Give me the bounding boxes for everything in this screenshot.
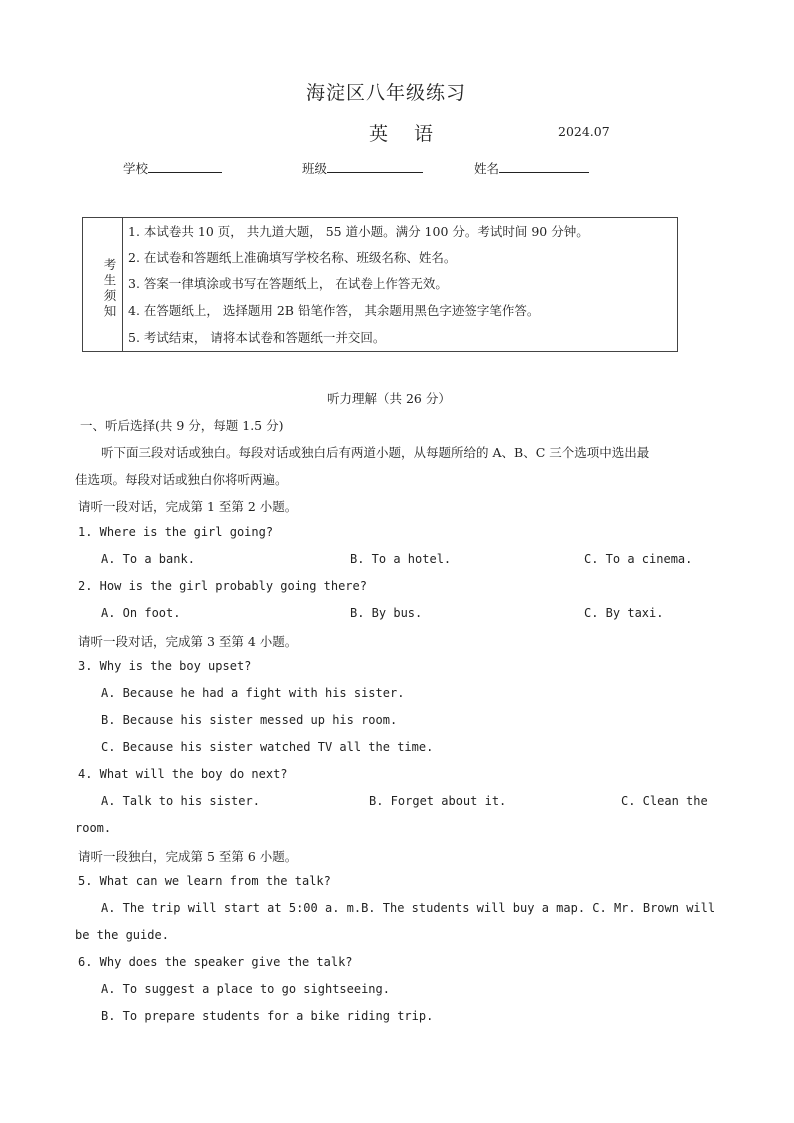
notice-item: 1. 本试卷共 10 页， 共九道大题， 55 道小题。满分 100 分。考试时间 90 分钟。 — [128, 224, 589, 239]
question-stem: 5. What can we learn from the talk? — [78, 874, 331, 888]
part-title: 一、听后选择(共 9 分，每题 1.5 分) — [80, 418, 284, 433]
option-a: A. On foot. — [101, 606, 181, 620]
class-label: 班级 — [302, 161, 328, 176]
name-field — [474, 158, 589, 177]
school-label: 学校 — [123, 161, 149, 176]
page-title: 海淀区八年级练习 — [306, 82, 467, 104]
question-stem: 2. How is the girl probably going there? — [78, 579, 367, 593]
notice-item: 4. 在答题纸上， 选择题用 2B 铅笔作答， 其余题用黑色字迹签字笔作答。 — [128, 303, 540, 318]
notice-item: 3. 答案一律填涂或书写在答题纸上， 在试卷上作答无效。 — [128, 276, 448, 291]
question-stem: 3. Why is the boy upset? — [78, 659, 252, 673]
option-b: B. By bus. — [350, 606, 423, 620]
monologue-intro: 请听一段独白，完成第 5 至第 6 小题。 — [78, 849, 298, 864]
option-c-continued: room. — [75, 821, 112, 835]
option-a: A. To a bank. — [101, 552, 195, 566]
instructions-line: 佳选项。每段对话或独白你将听两遍。 — [75, 472, 288, 487]
dialogue-intro: 请听一段对话，完成第 1 至第 2 小题。 — [78, 499, 298, 514]
notice-label: 考生须知 — [102, 258, 117, 320]
question-stem: 1. Where is the girl going? — [78, 525, 274, 539]
option-c: C. To a cinema. — [584, 552, 693, 566]
question-stem: 4. What will the boy do next? — [78, 767, 288, 781]
section-title: 听力理解（共 26 分） — [327, 391, 451, 406]
notice-box — [82, 217, 678, 352]
notice-item: 5. 考试结束， 请将本试卷和答题纸一并交回。 — [128, 330, 386, 345]
class-blank — [327, 158, 423, 173]
option-b: B. To prepare students for a bike riding trip. — [101, 1009, 434, 1023]
option-b: B. Because his sister messed up his room. — [101, 713, 398, 727]
option-c: C. Because his sister watched TV all the time. — [101, 740, 434, 754]
exam-date: 2024.07 — [558, 124, 610, 139]
dialogue-intro: 请听一段对话，完成第 3 至第 4 小题。 — [78, 634, 298, 649]
notice-item: 2. 在试卷和答题纸上准确填写学校名称、班级名称、姓名。 — [128, 250, 457, 265]
option-c: C. Clean the — [621, 794, 708, 808]
option-a: A. Because he had a fight with his sister. — [101, 686, 405, 700]
options-line-continued: be the guide. — [75, 928, 169, 942]
name-label: 姓名 — [474, 161, 500, 176]
class-field — [302, 158, 423, 177]
option-a: A. Talk to his sister. — [101, 794, 260, 808]
option-a: A. To suggest a place to go sightseeing. — [101, 982, 390, 996]
option-b: B. Forget about it. — [369, 794, 507, 808]
subject-title: 英 语 — [369, 123, 444, 145]
question-stem: 6. Why does the speaker give the talk? — [78, 955, 353, 969]
option-b: B. To a hotel. — [350, 552, 452, 566]
instructions-line: 听下面三段对话或独白。每段对话或独白后有两道小题，从每题所给的 A、B、C 三个选项中选出最 — [101, 445, 650, 460]
notice-label-cell — [83, 218, 123, 351]
school-field — [123, 158, 222, 177]
option-c: C. By taxi. — [584, 606, 664, 620]
options-line: A. The trip will start at 5:00 a. m.B. The students will buy a map. C. Mr. Brown will — [101, 901, 716, 915]
name-blank — [499, 158, 589, 173]
school-blank — [148, 158, 222, 173]
